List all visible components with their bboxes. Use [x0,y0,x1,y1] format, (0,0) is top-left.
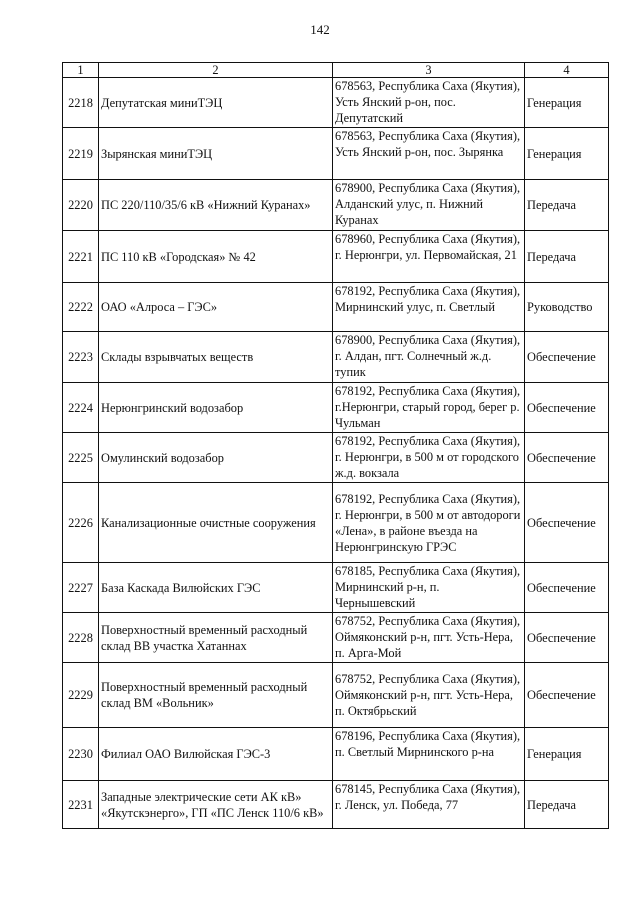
table-row [63,332,609,383]
object-address: 678196, Республика Саха (Якутия), п. Светлый Мирнинского р-на [333,728,525,781]
object-name: ПС 110 кВ «Городская» № 42 [99,231,333,283]
object-name: ПС 220/110/35/6 кВ «Нижний Куранах» [99,180,333,231]
table-row [63,663,609,728]
row-number: 2221 [63,231,99,283]
column-header-4: 4 [525,63,609,78]
row-number: 2223 [63,332,99,383]
object-address: 678192, Республика Саха (Якутия), г. Нерюнгри, в 500 м от автодороги «Лена», в районе въезда на Нерюнгринскую ГРЭС [333,483,525,563]
object-name: Омулинский водозабор [99,433,333,483]
activity-type: Обеспечение [525,563,609,613]
activity-type: Обеспечение [525,613,609,663]
row-number: 2224 [63,383,99,433]
row-number: 2227 [63,563,99,613]
activity-type: Генерация [525,128,609,180]
activity-type: Генерация [525,78,609,128]
table-row [63,613,609,663]
row-number: 2226 [63,483,99,563]
object-address: 678563, Республика Саха (Якутия), Усть Янский р-он, пос. Зырянка [333,128,525,180]
object-address: 678563, Республика Саха (Якутия), Усть Янский р-он, пос. Депутатский [333,78,525,128]
column-header-1: 1 [63,63,99,78]
object-name: Западные электрические сети АК кВ» «Якутскэнерго», ГП «ПС Ленск 110/6 кВ» [99,781,333,829]
row-number: 2218 [63,78,99,128]
table-row [63,383,609,433]
object-address: 678192, Республика Саха (Якутия), г.Нерюнгри, старый город, берег р. Чульман [333,383,525,433]
row-number: 2228 [63,613,99,663]
row-number: 2219 [63,128,99,180]
object-name: Поверхностный временный расходный склад ВМ «Вольник» [99,663,333,728]
activity-type: Обеспечение [525,433,609,483]
object-name: База Каскада Вилюйских ГЭС [99,563,333,613]
row-number: 2225 [63,433,99,483]
object-name: Зырянская миниТЭЦ [99,128,333,180]
object-name: Филиал ОАО Вилюйская ГЭС-3 [99,728,333,781]
table-row [63,283,609,332]
object-address: 678192, Республика Саха (Якутия), Мирнинский улус, п. Светлый [333,283,525,332]
column-header-3: 3 [333,63,525,78]
object-address: 678752, Республика Саха (Якутия), Оймяконский р-н, пгт. Усть-Нера, п. Арга-Мой [333,613,525,663]
table-row [63,728,609,781]
table-row [63,231,609,283]
row-number: 2220 [63,180,99,231]
row-number: 2229 [63,663,99,728]
object-address: 678752, Республика Саха (Якутия), Оймяконский р-н, пгт. Усть-Нера, п. Октябрьский [333,663,525,728]
row-number: 2222 [63,283,99,332]
row-number: 2231 [63,781,99,829]
object-address: 678900, Республика Саха (Якутия), г. Алдан, пгт. Солнечный ж.д. тупик [333,332,525,383]
object-name: Поверхностный временный расходный склад ВВ участка Хатаннах [99,613,333,663]
object-name: Нерюнгринский водозабор [99,383,333,433]
activity-type: Руководство [525,283,609,332]
activity-type: Обеспечение [525,332,609,383]
object-address: 678900, Республика Саха (Якутия), Алданский улус, п. Нижний Куранах [333,180,525,231]
object-address: 678960, Республика Саха (Якутия), г. Нерюнгри, ул. Первомайская, 21 [333,231,525,283]
table-row [63,433,609,483]
activity-type: Обеспечение [525,483,609,563]
table-row [63,78,609,128]
header-row [63,63,609,78]
activity-type: Обеспечение [525,663,609,728]
page-number: 142 [310,22,330,37]
object-name: ОАО «Алроса – ГЭС» [99,283,333,332]
object-address: 678185, Республика Саха (Якутия), Мирнинский р-н, п. Чернышевский [333,563,525,613]
registry-table [62,62,609,829]
object-name: Склады взрывчатых веществ [99,332,333,383]
table-row [63,128,609,180]
activity-type: Передача [525,180,609,231]
object-name: Канализационные очистные сооружения [99,483,333,563]
object-name: Депутатская миниТЭЦ [99,78,333,128]
table-row [63,781,609,829]
table-row [63,483,609,563]
activity-type: Генерация [525,728,609,781]
object-address: 678192, Республика Саха (Якутия), г. Нерюнгри, в 500 м от городского ж.д. вокзала [333,433,525,483]
activity-type: Передача [525,781,609,829]
column-header-2: 2 [99,63,333,78]
object-address: 678145, Республика Саха (Якутия), г. Ленск, ул. Победа, 77 [333,781,525,829]
table-row [63,563,609,613]
activity-type: Обеспечение [525,383,609,433]
table-row [63,180,609,231]
activity-type: Передача [525,231,609,283]
row-number: 2230 [63,728,99,781]
